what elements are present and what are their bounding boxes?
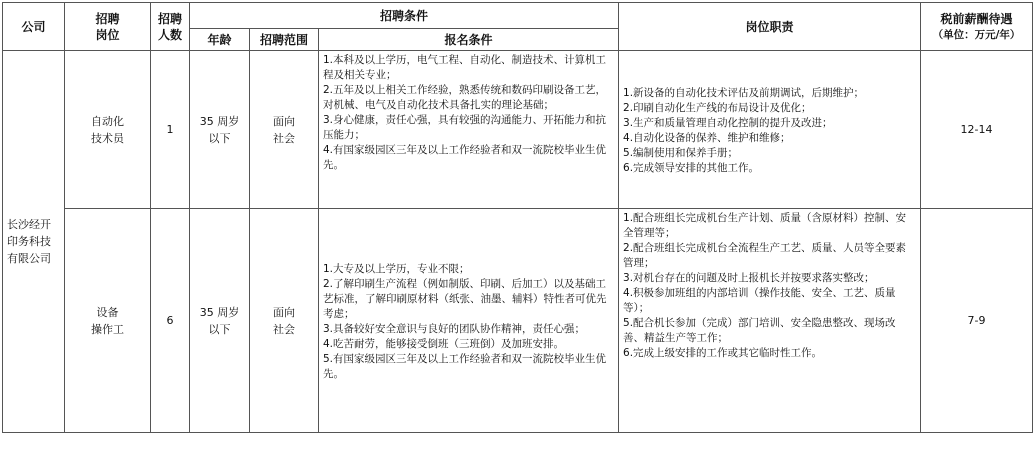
list-item: 3.身心健康，责任心强，具有较强的沟通能力、开拓能力和抗压能力； [323, 114, 607, 141]
requirements-list [319, 209, 619, 433]
duties-list [619, 51, 921, 209]
age-limit: 35 周岁 以下 [190, 209, 250, 433]
list-item: 3.生产和质量管理自动化控制的提升及改进； [623, 116, 833, 129]
header-company: 公司 [3, 3, 65, 51]
list-item: 5.编制使用和保养手册； [623, 146, 739, 159]
list-item: 2.配合班组长完成机台全流程生产工艺、质量、人员等全要素管理； [623, 242, 907, 269]
list-item: 6.完成领导安排的其他工作。 [623, 161, 760, 174]
list-item: 1.配合班组长完成机台生产计划、质量（含原材料）控制、安全管理等； [623, 212, 907, 239]
header-count: 招聘 人数 [151, 3, 190, 51]
list-item: 3.具备较好安全意识与良好的团队协作精神，责任心强； [323, 322, 586, 335]
age-limit: 35 周岁 以下 [190, 51, 250, 209]
list-item: 4.积极参加班组的内部培训（操作技能、安全、工艺、质量等）； [623, 287, 896, 314]
list-item: 6.完成上级安排的工作或其它临时性工作。 [623, 347, 823, 359]
list-item: 1.新设备的自动化技术评估及前期调试，后期维护； [623, 86, 865, 99]
list-item: 2.了解印刷生产流程（例如制版、印刷、后加工）以及基础工艺标准，了解印刷原材料（纸张、油墨、辅料）特性者可优先考虑； [323, 277, 607, 320]
position-name: 自动化 技术员 [65, 51, 151, 209]
requirements-list [319, 51, 619, 209]
header-row-1 [3, 3, 1033, 29]
list-item: 4.有国家级园区三年及以上工作经验者和双一流院校毕业生优先。 [323, 144, 607, 171]
header-duties: 岗位职责 [619, 3, 921, 51]
header-conditions: 招聘条件 [190, 3, 619, 29]
list-item: 3.对机台存在的问题及时上报机长并按要求落实整改； [623, 272, 875, 284]
header-scope: 招聘范围 [250, 29, 319, 51]
salary-value: 12-14 [921, 51, 1033, 209]
list-item: 5.有国家级园区三年及以上工作经验者和双一流院校毕业生优先。 [323, 352, 607, 380]
hire-count: 6 [151, 209, 190, 433]
salary-value: 7-9 [921, 209, 1033, 433]
duties-list [619, 209, 921, 433]
list-item: 1.大专及以上学历，专业不限； [323, 262, 470, 275]
list-item: 2.五年及以上相关工作经验，熟悉传统和数码印刷设备工艺，对机械、电气及自动化技术具备扎实的理论基础； [323, 84, 607, 111]
table-row [3, 51, 1033, 209]
recruit-scope: 面向 社会 [250, 209, 319, 433]
header-position: 招聘 岗位 [65, 3, 151, 51]
list-item: 4.自动化设备的保养、维护和维修； [623, 131, 791, 144]
list-item: 5.配合机长参加（完成）部门培训、安全隐患整改、现场改善、精益生产等工作； [623, 317, 896, 344]
recruitment-table [2, 2, 1033, 433]
recruit-scope: 面向 社会 [250, 51, 319, 209]
company-name: 长沙经开印务科技有限公司 [3, 51, 65, 433]
table-row [3, 209, 1033, 433]
list-item: 2.印刷自动化生产线的布局设计及优化； [623, 101, 812, 114]
position-name: 设备 操作工 [65, 209, 151, 433]
header-salary: 税前薪酬待遇 （单位：万元/年） [921, 3, 1033, 51]
list-item: 4.吃苦耐劳，能够接受倒班（三班倒）及加班安排。 [323, 337, 565, 350]
list-item: 1.本科及以上学历，电气工程、自动化、制造技术、计算机工程及相关专业； [323, 54, 607, 81]
header-age: 年龄 [190, 29, 250, 51]
header-requirements: 报名条件 [319, 29, 619, 51]
hire-count: 1 [151, 51, 190, 209]
